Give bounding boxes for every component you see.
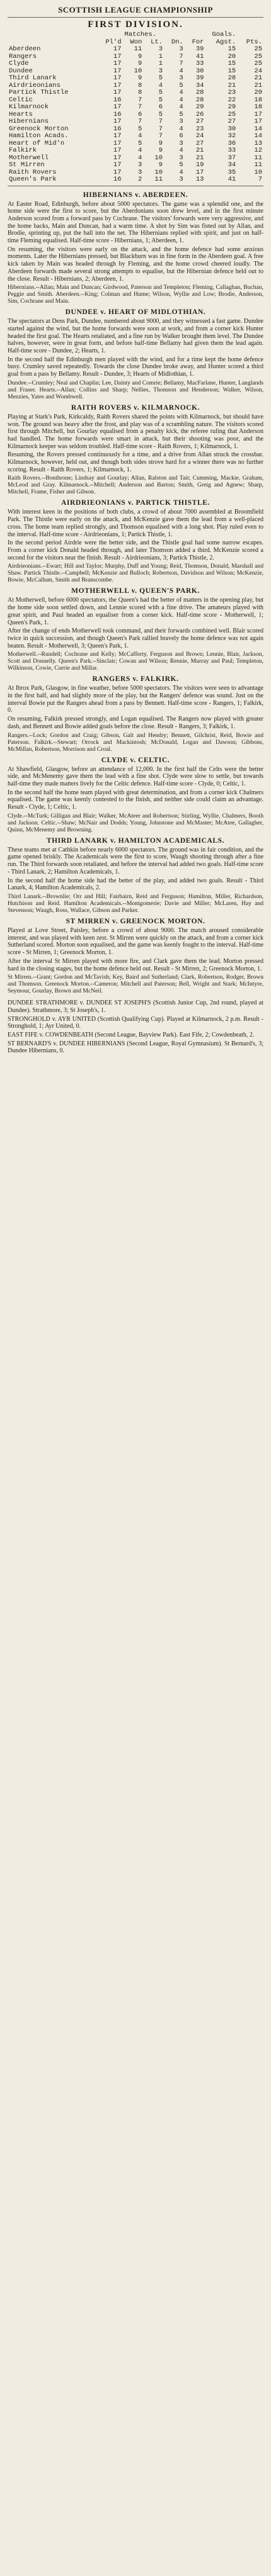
club-name: Dundee xyxy=(9,67,33,75)
report-paragraph: In the second half the Edinburgh men played with the wind, and for a time kept the home defence busy. Crumley saved repeatedly. Towards the close Dundee broke away, and Hunter scored a third goal from a pass by Bellamy. Result - Dundee, 3; Hearts of Midlothian, 1. xyxy=(8,356,263,378)
divider xyxy=(8,17,263,18)
match-report xyxy=(8,404,263,496)
cell-won: 4 xyxy=(137,154,142,162)
cell-against: 41 xyxy=(228,176,236,183)
division-heading: FIRST DIVISION. xyxy=(88,20,183,30)
cell-won: 7 xyxy=(137,96,142,104)
cell-pts: 17 xyxy=(254,110,262,118)
cell-pts: 11 xyxy=(254,154,262,162)
cell-pld: 16 xyxy=(113,96,122,104)
cell-drawn: 3 xyxy=(179,74,183,82)
cell-pts: 7 xyxy=(258,176,262,183)
cell-won: 2 xyxy=(137,176,142,183)
cell-won: 9 xyxy=(137,52,142,60)
cell-won: 3 xyxy=(137,168,142,176)
report-paragraph: These teams met at Cathkin before nearly 6000 spectators. The ground was in fair condition, and the game opened briskly. The Academicals were the first to score, Waugh shooting through after a fine run. The Third forwards soon retaliated, and before the interval had added two goals. Half-time score - Third Lanark, 2; Hamilton Academicals, 1. xyxy=(8,846,263,875)
club-name: Raith Rovers xyxy=(9,168,57,176)
cell-lost: 11 xyxy=(154,176,163,183)
cell-against: 23 xyxy=(228,89,236,96)
club-name: Rangers xyxy=(9,52,37,60)
cell-drawn: 3 xyxy=(179,139,183,147)
team-lineups: Third Lanark.--Brownlie; Orr and Hill; Fairbairn, Reid and Ferguson; Hamilton, Miller, Richardson, Hutchison and Reid. Hamilton Academicals.--Montgomerie; Davie and Miller; McLaren, Hay and Stevenson; Waugh, Ross, Wallace, Gibson and Parker. xyxy=(8,892,263,914)
cell-for: 23 xyxy=(195,125,204,133)
cell-lost: 10 xyxy=(154,168,163,176)
cell-for: 28 xyxy=(195,96,204,104)
cell-pld: 17 xyxy=(113,81,122,89)
cell-for: 27 xyxy=(195,139,204,147)
cell-won: 11 xyxy=(134,45,142,53)
cell-against: 25 xyxy=(228,110,236,118)
cell-won: 5 xyxy=(137,125,142,133)
cell-against: 20 xyxy=(228,52,236,60)
cell-for: 27 xyxy=(195,118,204,125)
cell-pts: 25 xyxy=(254,45,262,53)
cell-drawn: 6 xyxy=(179,132,183,140)
cell-pld: 17 xyxy=(113,74,122,82)
table-row xyxy=(8,60,263,68)
report-paragraph: The spectators at Dens Park, Dundee, numbered about 9000, and they witnessed a fast game. Dundee started against the wind, but the home forwards were soon at work, and from a corner kick Hunter headed the first goal. The Hearts retaliated, and a fine run by Walker brought them level. The Dundee halves, however, were in great form, and before half-time Bellamy had given them the lead again. Half-time score - Dundee, 2; Hearts, 1. xyxy=(8,318,263,355)
cell-against: 15 xyxy=(228,67,236,75)
match-reports xyxy=(8,191,263,995)
cell-pts: 10 xyxy=(254,168,262,176)
cell-against: 35 xyxy=(228,168,236,176)
cell-pld: 16 xyxy=(113,110,122,118)
brief-result: ST BERNARD'S v. DUNDEE HIBERNIANS (Second League, Royal Gymnasium). St Bernard's, 3; Dundee Hibernians, 0. xyxy=(8,1040,263,1055)
club-name: Hibernians xyxy=(9,118,49,125)
table-row xyxy=(8,53,263,61)
table-row xyxy=(8,162,263,169)
column-header-points: Pts. xyxy=(246,38,262,46)
match-report xyxy=(8,191,263,305)
report-paragraph: Played at Love Street, Paisley, before a crowd of about 9000. The match aroused considerable interest, and was played with keen zest. St Mirren were quickly on the attack, and from a corner kick Sutherland scored. Morton soon equalised, and the game was keenly fought to the interval. Half-time score - St Mirren, 1; Greenock Morton, 1. xyxy=(8,926,263,957)
match-heading: RANGERS v. FALKIRK. xyxy=(92,675,179,683)
cell-lost: 7 xyxy=(158,118,163,125)
cell-for: 28 xyxy=(195,89,204,96)
club-name: Greenock Morton xyxy=(9,125,69,133)
brief-result: STRONGHOLD v. AYR UNITED (Scottish Qualifying Cup). Played at Kilmarnock, 2 p.m. Result - Stronghold, 1; Ayr United, 0. xyxy=(8,1015,263,1030)
cell-for: 34 xyxy=(195,81,204,89)
club-name: Clyde xyxy=(9,60,29,67)
cell-against: 22 xyxy=(228,96,236,104)
cell-drawn: 4 xyxy=(179,96,183,104)
cell-pld: 17 xyxy=(113,89,122,96)
cell-against: 21 xyxy=(228,81,236,89)
cell-lost: 5 xyxy=(158,96,163,104)
report-paragraph: In the second half the home team played with great determination, and from a corner kick Chalmers equalised. The game was keenly contested to the finish, and neither side could claim an advantage. Result - Clyde, 1; Celtic, 1. xyxy=(8,789,263,811)
report-paragraph: At Ibrox Park, Glasgow, in fine weather, before 5000 spectators. The visitors were seen to advantage in the first half, and had slightly more of the play, but the Rangers' defence was sound. Just on the interval Bowie put the Rangers ahead from a pass by Bennett. Half-time score - Rangers, 1; Falkirk, 0. xyxy=(8,685,263,714)
team-lineups: Airdrieonians.--Ewart; Hill and Taylor; Murphy, Duff and Young; Reid, Thomson, Donald, Marshall and Shaw. Partick Thistle.--Campbell; McKenzie and Bulloch; Robertson, Davidson and Wilson; McKenzie, Bowie, McCallum, Smith and Branscombe. xyxy=(8,563,263,584)
cell-against: 33 xyxy=(228,147,236,154)
cell-drawn: 3 xyxy=(179,176,183,183)
team-lineups: Raith Rovers.--Bonthrone; Lindsay and Gourlay; Allan, Ralston and Tait; Cumming, Mackie, Graham, McLeod and Gray. Kilmarnock.--Mitchell; Anderson and Barton; Smith, Greig and Agnew; Sharp, Mitchell, Frame, Fisher and Gibson. xyxy=(8,475,263,496)
team-lineups: Motherwell.--Rundell; Cochrane and Kelly; McCafferty, Ferguson and Brown; Lennie, Blair, Jackson, Scott and Donnelly. Queen's Park.--Sinclair; Cowan and Wilson; Rennie, Murray and Paul; Templeton, Wilkinson, Cowie, Currie and Millar. xyxy=(8,651,263,672)
team-lineups: St Mirren.--Grant; Gordon and McTavish; Key, Baird and Sutherland; Clark, Robertson, Rodger, Brown and Thomson. Greenock Morton.--Cameron; Mitchell and Paterson; Bell, Wright and Stark; McIntyre, Seymour, Gourlay, Brown and McNeil. xyxy=(8,974,263,995)
cell-for: 19 xyxy=(195,161,204,169)
report-paragraph: On resuming, Falkirk pressed strongly, and Logan equalised. The Rangers now played with greater dash, and Bennett and Bowie added goals before the close. Result - Rangers, 3; Falkirk, 1. xyxy=(8,716,263,730)
cell-pts: 20 xyxy=(254,89,262,96)
cell-against: 37 xyxy=(228,154,236,162)
cell-pts: 21 xyxy=(254,81,262,89)
cell-drawn: 5 xyxy=(179,161,183,169)
report-paragraph: In the second period Airdrie were the better side, and the Thistle goal had some narrow escapes. From a corner kick Donald headed through, and later Thomson added a third. McKenzie scored a second for the visitors near the finish. Result - Airdrieonians, 3; Partick Thistle, 2. xyxy=(8,539,263,561)
cell-pts: 24 xyxy=(254,67,262,75)
cell-lost: 9 xyxy=(158,161,163,169)
cell-lost: 5 xyxy=(158,110,163,118)
cell-for: 39 xyxy=(195,74,204,82)
cell-won: 8 xyxy=(137,81,142,89)
match-report xyxy=(8,499,263,583)
cell-drawn: 3 xyxy=(179,118,183,125)
match-report xyxy=(8,587,263,672)
club-name: Kilmarnock xyxy=(9,103,49,111)
cell-lost: 7 xyxy=(158,125,163,133)
column-header-against: Agst. xyxy=(216,38,236,46)
report-paragraph: After the interval St Mirren played with more fire, and Clark gave them the lead. Morton pressed hard in the closing stages, but the home defence held out. Result - St Mirren, 2; Greenock Morton, 1. xyxy=(8,957,263,972)
cell-against: 15 xyxy=(228,45,236,53)
club-name: Motherwell xyxy=(9,154,49,162)
cell-pts: 14 xyxy=(254,125,262,133)
cell-drawn: 3 xyxy=(179,45,183,53)
club-name: Hamilton Acads. xyxy=(9,132,69,140)
cell-pld: 17 xyxy=(113,132,122,140)
cell-won: 7 xyxy=(137,118,142,125)
cell-won: 4 xyxy=(137,147,142,154)
match-heading: DUNDEE v. HEART OF MIDLOTHIAN. xyxy=(65,308,206,317)
cell-won: 6 xyxy=(137,110,142,118)
cell-against: 30 xyxy=(228,125,236,133)
match-report xyxy=(8,675,263,752)
cell-pld: 17 xyxy=(113,168,122,176)
report-paragraph: At Motherwell, before 6000 spectators, the Queen's had the better of matters in the opening play, but the home side soon settled down, and Lennie scored with a fine drive. The amateurs played with great spirit, and Paul headed an equaliser from a corner kick. Half-time score - Motherwell, 1; Queen's Park, 1. xyxy=(8,597,263,626)
team-lineups: Hibernians.--Allan; Main and Duncan; Girdwood, Paterson and Templeton; Fleming, Callaghan, Buchan, Peggie and Smith. Aberdeen.--King; Colman and Hume; Wilson, Wyllie and Low; Brodie, Anderson, Sim, Cochrane and Main. xyxy=(8,284,263,305)
table-row xyxy=(8,75,263,82)
report-paragraph: On resuming, the visitors were early on the attack, and the home defence had some anxious moments. Later the Hibernians pressed, but Blackburn was in fine form in the Aberdeen goal. A free kick taken by Main was headed through by Fleming, and the home crowd cheered loudly. The Aberdeen forwards made several strong attempts to equalise, but the Hibernian defence held out to the close. Result - Hibernians, 2; Aberdeen, 1. xyxy=(8,245,263,283)
club-name: Hearts xyxy=(9,110,33,118)
cell-against: 27 xyxy=(228,118,236,125)
cell-lost: 3 xyxy=(158,67,163,75)
table-row xyxy=(8,118,263,126)
club-name: Airdrieonians xyxy=(9,81,61,89)
match-heading: MOTHERWELL v. QUEEN'S PARK. xyxy=(71,587,200,595)
cell-won: 4 xyxy=(137,132,142,140)
cell-pld: 16 xyxy=(113,125,122,133)
cell-lost: 5 xyxy=(158,89,163,96)
column-header-won: Won xyxy=(130,38,142,46)
club-name: Third Lanark xyxy=(9,74,57,82)
cell-drawn: 4 xyxy=(179,89,183,96)
cell-pld: 17 xyxy=(113,118,122,125)
report-paragraph: After the change of ends Motherwell took command, and their forwards combined well. Blair scored twice in quick succession, and though Queen's Park rallied bravely the home defence was not again beaten. Result - Motherwell, 3; Queen's Park, 1. xyxy=(8,627,263,650)
cell-lost: 4 xyxy=(158,81,163,89)
table-row xyxy=(8,46,263,53)
team-lineups: Rangers.--Lock; Gordon and Craig; Gibson, Galt and Hendry; Bennett, Gilchrist, Reid, Bowie and Paterson. Falkirk.--Stewart; Orrock and Mackintosh; McDonald, Logan and Dawson; Gibbons, McMillan, Robertson, Morrison and Croal. xyxy=(8,731,263,753)
cell-pts: 25 xyxy=(254,60,262,67)
cell-pts: 13 xyxy=(254,139,262,147)
cell-for: 41 xyxy=(195,52,204,60)
club-name: Partick Thistle xyxy=(9,89,69,96)
cell-pld: 17 xyxy=(113,103,122,111)
cell-against: 15 xyxy=(228,60,236,67)
cell-lost: 10 xyxy=(154,154,163,162)
match-report xyxy=(8,308,263,400)
report-paragraph: With interest keen in the positions of both clubs, a crowd of about 7000 assembled at Broomfield Park. The Thistle were early on the attack, and McKenzie gave them the lead from a well-placed cross. The home team replied strongly, and Thomson equalised with a long shot. Play ruled even to the interval. Half-time score - Airdrieonians, 1; Partick Thistle, 1. xyxy=(8,509,263,538)
cell-for: 30 xyxy=(195,67,204,75)
cell-won: 9 xyxy=(137,74,142,82)
cell-drawn: 5 xyxy=(179,110,183,118)
cell-pld: 16 xyxy=(113,176,122,183)
report-paragraph: At Easter Road, Edinburgh, before about 5000 spectators. The game was a splendid one, and the home side were the first to score, but the Aberdonians soon drew level, and in the first minute Anderson scored from a forward pass by Cochrane. The visitors' forwards were very aggressive, and the home backs, Main and Duncan, had a warm time. A shot by Sim was fisted out by Allan, and Brodie, sprinting up, put the ball into the net. The Hibernians replied with spirit, and just on half-time Fleming equalised. Half-time score - Hibernians, 1; Aberdeen, 1. xyxy=(8,200,263,245)
column-header-drawn: Dn. xyxy=(171,38,183,46)
cell-won: 9 xyxy=(137,60,142,67)
cell-drawn: 4 xyxy=(179,67,183,75)
match-heading: AIRDRIEONIANS v. PARTICK THISTLE. xyxy=(61,499,210,507)
cell-for: 21 xyxy=(195,154,204,162)
section-masthead: SCOTTISH LEAGUE CHAMPIONSHIP xyxy=(58,5,213,14)
cell-won: 3 xyxy=(137,161,142,169)
brief-result: EAST FIFE v. COWDENBEATH (Second League, Bayview Park). East Fife, 2; Cowdenbeath, 2. xyxy=(8,1032,255,1039)
league-table xyxy=(8,31,263,184)
cell-won: 7 xyxy=(137,103,142,111)
club-name: Aberdeen xyxy=(9,45,41,53)
table-row xyxy=(8,133,263,140)
club-name: Heart of Mid'n xyxy=(9,139,65,147)
match-heading: HIBERNIANS v. ABERDEEN. xyxy=(83,191,188,199)
cell-for: 33 xyxy=(195,60,204,67)
cell-against: 34 xyxy=(228,161,236,169)
cell-for: 29 xyxy=(195,103,204,111)
cell-drawn: 7 xyxy=(179,60,183,67)
cell-against: 36 xyxy=(228,139,236,147)
cell-against: 29 xyxy=(228,103,236,111)
league-table-body xyxy=(8,46,263,184)
cell-drawn: 7 xyxy=(179,52,183,60)
brief-result: DUNDEE STRATHMORE v. DUNDEE ST JOSEPH'S (Scottish Junior Cup, 2nd round, played at Dundee). Strathmore, 3; St Joseph's, 1. xyxy=(8,999,263,1014)
match-report xyxy=(8,837,263,914)
table-row xyxy=(8,155,263,162)
cell-lost: 3 xyxy=(158,45,163,53)
team-lineups: Dundee.--Crumley; Neal and Chaplin; Lee, Dainty and Comrie; Bellamy, MacFarlane, Hunter, Langlands and Fraser. Hearts.--Allan; Collins and Sharp; Nellies, Thomson and Henderson; Walker, Wilson, Menzies, Yates and Wombwell. xyxy=(8,379,263,400)
cell-pld: 17 xyxy=(113,45,122,53)
cell-lost: 5 xyxy=(158,74,163,82)
cell-lost: 1 xyxy=(158,60,163,67)
cell-for: 21 xyxy=(195,147,204,154)
table-row xyxy=(8,104,263,111)
report-paragraph: In the second half the home side had the better of the play, and added two goals. Result - Third Lanark, 4; Hamilton Academicals, 2. xyxy=(8,877,263,892)
group-header-goals: Goals. xyxy=(212,31,236,38)
cell-pts: 21 xyxy=(254,74,262,82)
cell-against: 32 xyxy=(228,132,236,140)
cell-drawn: 5 xyxy=(179,81,183,89)
match-heading: CLYDE v. CELTIC. xyxy=(101,756,170,764)
team-lineups: Clyde.--McTurk; Gilligan and Blair; Walker, McAteer and Robertson; Stirling, Wyllie, Chalmers, Booth and Jackson. Celtic.--Shaw; McNair and Dodds; Young, Johnstone and McMaster; McAtee, Gallagher, Quinn, McMenemy and Browning. xyxy=(8,812,263,833)
cell-drawn: 4 xyxy=(179,147,183,154)
cell-for: 26 xyxy=(195,110,204,118)
cell-pts: 17 xyxy=(254,118,262,125)
cell-pld: 17 xyxy=(113,139,122,147)
cell-pts: 25 xyxy=(254,52,262,60)
table-row xyxy=(8,176,263,184)
cell-drawn: 4 xyxy=(179,103,183,111)
cell-pts: 11 xyxy=(254,161,262,169)
report-paragraph: Resuming, the Rovers pressed continuously for a time, and a drive from Allan struck the crossbar. Kilmarnock, however, held out, and though both sides strove hard for a winner there was no further scoring. Result - Raith Rovers, 1; Kilmarnock, 1. xyxy=(8,451,263,473)
cell-won: 8 xyxy=(137,89,142,96)
cell-pld: 17 xyxy=(113,60,122,67)
cell-won: 5 xyxy=(137,139,142,147)
column-header-played: Pl'd xyxy=(105,38,122,46)
table-group-header-row xyxy=(8,31,263,39)
cell-drawn: 4 xyxy=(179,125,183,133)
table-row xyxy=(8,147,263,155)
cell-for: 13 xyxy=(195,176,204,183)
cell-lost: 9 xyxy=(158,147,163,154)
column-header-lost: Lt. xyxy=(151,38,163,46)
cell-pld: 17 xyxy=(113,161,122,169)
club-name: Queen's Park xyxy=(9,176,57,183)
match-heading: RAITH ROVERS v. KILMARNOCK. xyxy=(71,403,200,412)
club-name: Falkirk xyxy=(9,147,37,154)
report-paragraph: At Shawfield, Glasgow, before an attendance of 12,000. In the first half the Celts were the better side, and McMenemy gave them the lead with a fine shot. Clyde were slow to settle, but towards half-time they made matters lively for the Celtic defence. Half-time score - Clyde, 0; Celtic, 1. xyxy=(8,765,263,787)
cell-lost: 1 xyxy=(158,52,163,60)
cell-drawn: 4 xyxy=(179,168,183,176)
cell-pld: 17 xyxy=(113,52,122,60)
cell-pld: 17 xyxy=(113,67,122,75)
match-heading: THIRD LANARK v. HAMILTON ACADEMICALS. xyxy=(46,836,225,845)
cell-drawn: 3 xyxy=(179,154,183,162)
cell-pts: 12 xyxy=(254,147,262,154)
cell-pts: 14 xyxy=(254,132,262,140)
cell-pts: 18 xyxy=(254,103,262,111)
cell-for: 24 xyxy=(195,132,204,140)
cell-pts: 18 xyxy=(254,96,262,104)
club-name: Celtic xyxy=(9,96,33,104)
cell-against: 28 xyxy=(228,74,236,82)
match-heading: ST MIRREN v. GREENOCK MORTON. xyxy=(66,917,205,925)
cell-pld: 17 xyxy=(113,154,122,162)
cell-won: 10 xyxy=(134,67,142,75)
cell-for: 17 xyxy=(195,168,204,176)
cell-lost: 6 xyxy=(158,103,163,111)
cell-pld: 17 xyxy=(113,147,122,154)
table-row xyxy=(8,140,263,148)
cell-for: 39 xyxy=(195,45,204,53)
brief-results xyxy=(8,999,263,1055)
column-header-for: For xyxy=(192,38,204,46)
report-paragraph: Playing at Stark's Park, Kirkcaldy, Raith Rovers shared the points with Kilmarnock, but should have won. The ground was heavy after the frost, and play was of a scrambling nature. The visitors scored first through Mitchell, but Gourlay equalised from a penalty kick, the referee ruling that Anderson had handled. The home forwards were smart in attack, but their shooting was poor, and the Kilmarnock keeper was seldom troubled. Half-time score - Raith Rovers, 1; Kilmarnock, 1. xyxy=(8,413,263,450)
match-report xyxy=(8,918,263,994)
table-row xyxy=(8,89,263,97)
cell-lost: 9 xyxy=(158,139,163,147)
group-header-matches: Matches. xyxy=(124,31,156,38)
cell-lost: 7 xyxy=(158,132,163,140)
club-name: St Mirren xyxy=(9,161,45,169)
match-report xyxy=(8,756,263,833)
